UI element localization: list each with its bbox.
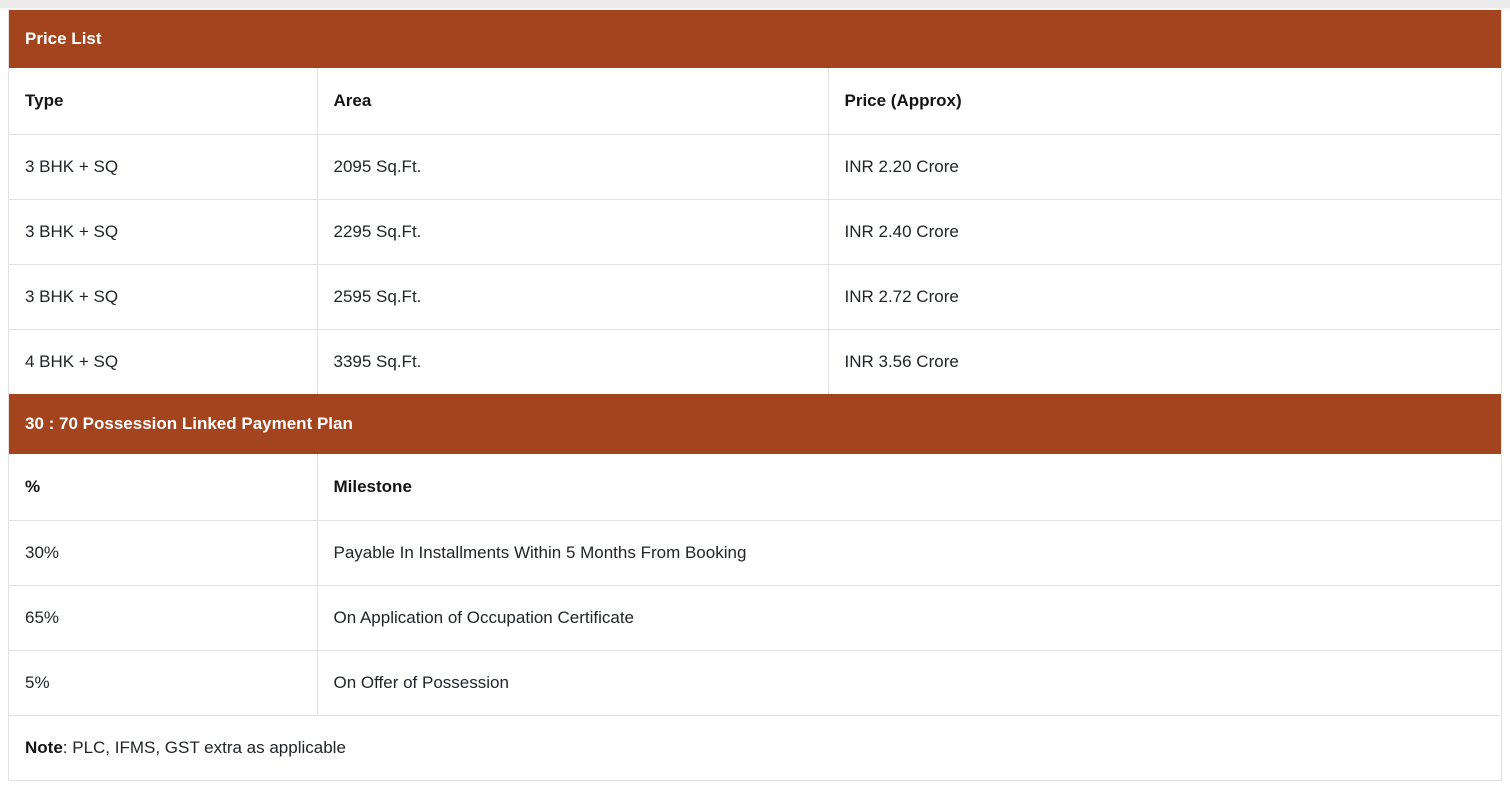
- cell-area: 2095 Sq.Ft.: [317, 134, 828, 199]
- price-list-header-row: [9, 68, 1501, 134]
- cell-milestone: On Offer of Possession: [333, 672, 509, 692]
- cell-price: INR 2.20 Crore: [844, 156, 959, 176]
- table-row: [9, 199, 1501, 264]
- table-row: [9, 650, 1501, 715]
- cell-area: 2595 Sq.Ft.: [317, 264, 828, 329]
- note-text: : PLC, IFMS, GST extra as applicable: [62, 738, 346, 757]
- cell-area: 3395 Sq.Ft.: [317, 329, 828, 394]
- column-header-type: Type: [9, 68, 317, 134]
- cell-percent: 30%: [9, 520, 317, 585]
- table-row: [9, 264, 1501, 329]
- table-row: [9, 134, 1501, 199]
- cell-type: 3 BHK + SQ: [9, 134, 317, 199]
- top-band: [0, 0, 1510, 10]
- payment-plan-header-row: [9, 454, 1501, 520]
- cell-price: INR 2.40 Crore: [844, 221, 959, 241]
- note-label: Note: [25, 738, 63, 757]
- cell-price: INR 3.56 Crore: [844, 351, 959, 371]
- column-header-milestone: Milestone: [333, 476, 412, 496]
- cell-area: 2295 Sq.Ft.: [317, 199, 828, 264]
- column-header-area: Area: [317, 68, 828, 134]
- table-row: [9, 520, 1501, 585]
- pricing-tables-container: [8, 10, 1502, 781]
- cell-type: 4 BHK + SQ: [9, 329, 317, 394]
- table-row: [9, 329, 1501, 394]
- cell-milestone: Payable In Installments Within 5 Months From Booking: [333, 542, 747, 562]
- table-row: [9, 585, 1501, 650]
- payment-plan-section-header: [9, 394, 1501, 454]
- cell-type: 3 BHK + SQ: [9, 199, 317, 264]
- cell-percent: 65%: [9, 585, 317, 650]
- column-header-price: Price (Approx): [844, 90, 962, 110]
- price-list-title: Price List: [25, 29, 102, 48]
- note: [9, 715, 1501, 780]
- cell-milestone: On Application of Occupation Certificate: [333, 607, 634, 627]
- price-list-section-header: [9, 10, 1501, 68]
- payment-plan-table: [9, 454, 1501, 715]
- payment-plan-title: 30 : 70 Possession Linked Payment Plan: [25, 414, 353, 433]
- column-header-percent: %: [9, 454, 317, 520]
- cell-price: INR 2.72 Crore: [844, 286, 959, 306]
- price-list-table: [9, 68, 1501, 394]
- cell-percent: 5%: [9, 650, 317, 715]
- cell-type: 3 BHK + SQ: [9, 264, 317, 329]
